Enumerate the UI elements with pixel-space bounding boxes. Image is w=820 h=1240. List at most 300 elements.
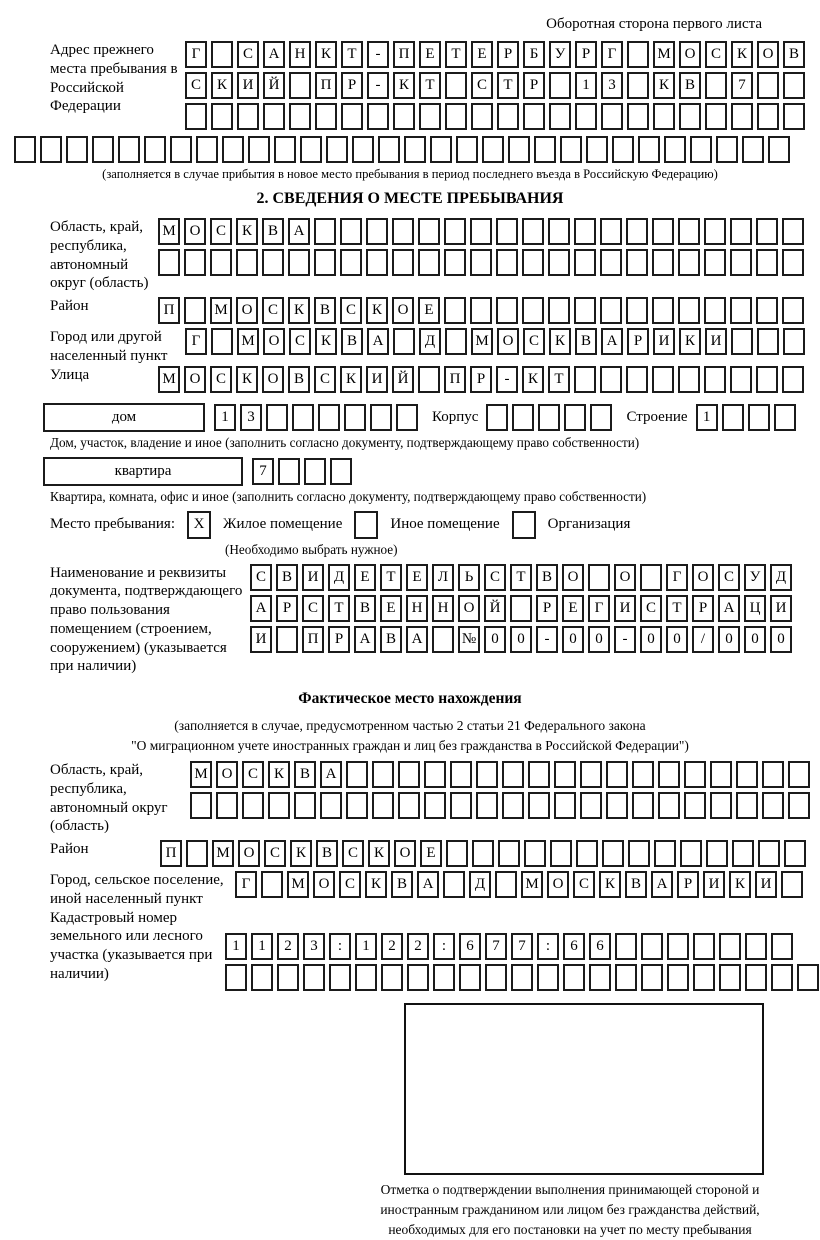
district-section xyxy=(10,297,810,328)
char-cell: Е xyxy=(418,297,440,324)
apartment-type-box: квартира xyxy=(43,457,243,486)
stay-type-organization-label: Организация xyxy=(547,516,631,532)
char-cell xyxy=(242,792,264,819)
stroenie-cells xyxy=(696,404,800,431)
char-cell xyxy=(736,761,758,788)
char-cell: 0 xyxy=(744,626,766,653)
char-cell: Т xyxy=(548,366,570,393)
section2-title: 2. СВЕДЕНИЯ О МЕСТЕ ПРЕБЫВАНИЯ xyxy=(256,190,564,207)
korpus-cells xyxy=(486,404,616,431)
char-cell xyxy=(392,218,414,245)
char-cell: С xyxy=(185,72,207,99)
region-line-1 xyxy=(158,218,810,245)
fact-district-line xyxy=(160,840,810,867)
char-cell xyxy=(762,792,784,819)
prev-address-line-4 xyxy=(10,136,810,163)
stay-type-label: Место пребывания: xyxy=(50,516,175,532)
char-cell: Ь xyxy=(458,564,480,591)
char-cell xyxy=(456,136,478,163)
char-cell: К xyxy=(288,297,310,324)
char-cell: В xyxy=(380,626,402,653)
char-cell xyxy=(276,626,298,653)
fact-city-label: Город, сельское поселение, иной населенный пункт xyxy=(50,872,224,907)
stay-type-residential-label: Жилое помещение xyxy=(223,516,343,532)
char-cell xyxy=(528,761,550,788)
stamp-area xyxy=(358,1003,782,1240)
city-line xyxy=(185,328,809,355)
char-cell xyxy=(346,761,368,788)
char-cell xyxy=(144,136,166,163)
char-cell: О xyxy=(679,41,701,68)
char-cell xyxy=(690,136,712,163)
stroenie-label: Строение xyxy=(626,408,688,425)
char-cell xyxy=(341,103,363,130)
char-cell: В xyxy=(262,218,284,245)
char-cell xyxy=(315,103,337,130)
char-cell xyxy=(745,964,767,991)
char-cell xyxy=(355,964,377,991)
char-cell xyxy=(627,103,649,130)
char-cell xyxy=(314,249,336,276)
char-cell xyxy=(381,964,403,991)
char-cell: Т xyxy=(328,595,350,622)
char-cell xyxy=(340,249,362,276)
char-cell: 0 xyxy=(770,626,792,653)
char-cell xyxy=(783,103,805,130)
char-cell: Е xyxy=(471,41,493,68)
char-cell: 3 xyxy=(240,404,262,431)
char-cell xyxy=(756,366,778,393)
char-cell: Р xyxy=(497,41,519,68)
char-cell xyxy=(600,297,622,324)
char-cell: И xyxy=(250,626,272,653)
region-section xyxy=(10,218,810,293)
char-cell xyxy=(719,933,741,960)
char-cell xyxy=(289,72,311,99)
char-cell xyxy=(528,792,550,819)
char-cell: Т xyxy=(497,72,519,99)
char-cell xyxy=(710,761,732,788)
char-cell xyxy=(482,136,504,163)
char-cell xyxy=(418,218,440,245)
fact-region-section xyxy=(10,761,810,836)
char-cell xyxy=(771,964,793,991)
char-cell: П xyxy=(302,626,324,653)
char-cell xyxy=(652,249,674,276)
stay-type-other-checkbox xyxy=(354,511,378,539)
char-cell: К xyxy=(315,328,337,355)
char-cell: В xyxy=(341,328,363,355)
char-cell xyxy=(684,792,706,819)
char-cell xyxy=(251,964,273,991)
char-cell: П xyxy=(444,366,466,393)
apartment-note: Квартира, комната, офис и иное (заполнить согласно документу, подтверждающему право собственности) xyxy=(50,488,647,504)
char-cell: С xyxy=(314,366,336,393)
char-cell: Е xyxy=(562,595,584,622)
char-cell: Р xyxy=(470,366,492,393)
char-cell: Й xyxy=(263,72,285,99)
char-cell xyxy=(678,366,700,393)
char-cell: С xyxy=(340,297,362,324)
char-cell: И xyxy=(302,564,324,591)
char-cell: А xyxy=(367,328,389,355)
char-cell xyxy=(719,964,741,991)
char-cell: 0 xyxy=(718,626,740,653)
char-cell xyxy=(326,136,348,163)
char-cell: П xyxy=(393,41,415,68)
char-cell xyxy=(784,840,806,867)
char-cell: А xyxy=(651,871,673,898)
char-cell: 1 xyxy=(575,72,597,99)
char-cell xyxy=(560,136,582,163)
fact-city-section xyxy=(10,871,810,909)
char-cell: О xyxy=(614,564,636,591)
char-cell xyxy=(318,404,340,431)
page-side-note: Оборотная сторона первого листа xyxy=(546,16,762,32)
char-cell xyxy=(248,136,270,163)
fact-city-line xyxy=(235,871,807,898)
char-cell xyxy=(14,136,36,163)
fact-region-label: Область, край, республика, автономный округ (область) xyxy=(50,762,168,835)
char-cell xyxy=(443,871,465,898)
actual-location-note-1: (заполняется в случае, предусмотренном частью 2 статьи 21 Федерального закона xyxy=(174,718,646,733)
char-cell: Т xyxy=(510,564,532,591)
char-cell: М xyxy=(471,328,493,355)
char-cell xyxy=(548,218,570,245)
char-cell: 2 xyxy=(407,933,429,960)
char-cell xyxy=(184,297,206,324)
char-cell: Р xyxy=(276,595,298,622)
char-cell xyxy=(404,136,426,163)
char-cell: С xyxy=(262,297,284,324)
char-cell xyxy=(626,297,648,324)
char-cell xyxy=(704,366,726,393)
char-cell xyxy=(190,792,212,819)
char-cell: К xyxy=(365,871,387,898)
house-number-cells xyxy=(214,404,422,431)
char-cell: - xyxy=(614,626,636,653)
char-cell xyxy=(196,136,218,163)
char-cell xyxy=(40,136,62,163)
char-cell xyxy=(432,626,454,653)
char-cell xyxy=(783,72,805,99)
char-cell: С xyxy=(705,41,727,68)
city-label: Город или другой населенный пункт xyxy=(50,329,168,364)
char-cell: А xyxy=(718,595,740,622)
char-cell: Р xyxy=(575,41,597,68)
char-cell: К xyxy=(290,840,312,867)
char-cell xyxy=(523,103,545,130)
char-cell xyxy=(418,249,440,276)
char-cell xyxy=(678,297,700,324)
char-cell: К xyxy=(679,328,701,355)
char-cell xyxy=(459,964,481,991)
char-cell xyxy=(407,964,429,991)
stay-type-other-label: Иное помещение xyxy=(390,516,500,532)
char-cell xyxy=(548,249,570,276)
char-cell xyxy=(641,933,663,960)
char-cell xyxy=(652,366,674,393)
char-cell: М xyxy=(158,218,180,245)
char-cell xyxy=(705,72,727,99)
char-cell xyxy=(574,218,596,245)
char-cell xyxy=(731,328,753,355)
char-cell: Н xyxy=(289,41,311,68)
char-cell xyxy=(684,761,706,788)
char-cell xyxy=(627,41,649,68)
char-cell: С xyxy=(210,366,232,393)
char-cell: С xyxy=(289,328,311,355)
char-cell xyxy=(782,218,804,245)
char-cell xyxy=(470,249,492,276)
char-cell: Г xyxy=(588,595,610,622)
char-cell: С xyxy=(210,218,232,245)
char-cell: В xyxy=(575,328,597,355)
char-cell: М xyxy=(521,871,543,898)
char-cell xyxy=(580,761,602,788)
char-cell xyxy=(419,103,441,130)
fact-region-line-2 xyxy=(190,792,814,819)
char-cell xyxy=(652,218,674,245)
apartment-section xyxy=(10,457,810,486)
char-cell xyxy=(606,761,628,788)
char-cell: К xyxy=(599,871,621,898)
char-cell xyxy=(222,136,244,163)
char-cell: 0 xyxy=(588,626,610,653)
char-cell xyxy=(534,136,556,163)
char-cell: Р xyxy=(627,328,649,355)
char-cell xyxy=(330,458,352,485)
char-cell xyxy=(549,72,571,99)
char-cell: А xyxy=(417,871,439,898)
char-cell xyxy=(667,933,689,960)
document-line-3 xyxy=(250,626,810,653)
prev-address-line-2 xyxy=(185,72,810,99)
char-cell: С xyxy=(339,871,361,898)
char-cell xyxy=(304,458,326,485)
char-cell xyxy=(742,136,764,163)
char-cell xyxy=(186,840,208,867)
char-cell xyxy=(704,249,726,276)
char-cell xyxy=(496,249,518,276)
char-cell xyxy=(392,249,414,276)
char-cell xyxy=(170,136,192,163)
actual-location-note-2: "О миграционном учете иностранных граждан и лиц без гражданства в Российской Федерации") xyxy=(131,737,689,753)
char-cell: Е xyxy=(420,840,442,867)
char-cell: 6 xyxy=(459,933,481,960)
char-cell: К xyxy=(731,41,753,68)
char-cell: 0 xyxy=(484,626,506,653)
char-cell: - xyxy=(367,72,389,99)
char-cell xyxy=(748,404,770,431)
char-cell xyxy=(472,840,494,867)
char-cell xyxy=(508,136,530,163)
char-cell xyxy=(538,404,560,431)
char-cell: М xyxy=(237,328,259,355)
char-cell: М xyxy=(212,840,234,867)
char-cell xyxy=(704,297,726,324)
char-cell: М xyxy=(158,366,180,393)
char-cell xyxy=(372,792,394,819)
house-note: Дом, участок, владение и иное (заполнить согласно документу, подтверждающему право собственности) xyxy=(50,434,640,450)
char-cell xyxy=(554,761,576,788)
char-cell: П xyxy=(158,297,180,324)
char-cell: И xyxy=(653,328,675,355)
char-cell xyxy=(329,964,351,991)
char-cell: 7 xyxy=(731,72,753,99)
char-cell xyxy=(445,103,467,130)
char-cell: О xyxy=(757,41,779,68)
fact-district-section xyxy=(10,840,810,871)
char-cell xyxy=(444,218,466,245)
char-cell: И xyxy=(705,328,727,355)
char-cell: : xyxy=(329,933,351,960)
char-cell xyxy=(704,218,726,245)
char-cell: У xyxy=(549,41,571,68)
char-cell xyxy=(756,297,778,324)
cadastral-line-2 xyxy=(225,964,820,991)
char-cell: - xyxy=(536,626,558,653)
char-cell: Л xyxy=(432,564,454,591)
char-cell: А xyxy=(354,626,376,653)
char-cell xyxy=(512,404,534,431)
char-cell xyxy=(393,328,415,355)
region-label: Область, край, республика, автономный округ (область) xyxy=(50,219,149,292)
char-cell: А xyxy=(250,595,272,622)
char-cell xyxy=(366,218,388,245)
char-cell: Д xyxy=(419,328,441,355)
char-cell xyxy=(782,297,804,324)
char-cell: В xyxy=(536,564,558,591)
char-cell xyxy=(496,218,518,245)
char-cell xyxy=(288,249,310,276)
char-cell: В xyxy=(294,761,316,788)
char-cell xyxy=(433,964,455,991)
char-cell xyxy=(522,297,544,324)
char-cell xyxy=(638,136,660,163)
char-cell xyxy=(450,761,472,788)
char-cell: 6 xyxy=(563,933,585,960)
street-line xyxy=(158,366,808,393)
char-cell xyxy=(757,103,779,130)
char-cell xyxy=(722,404,744,431)
char-cell: 2 xyxy=(277,933,299,960)
stay-type-residential-checkbox: X xyxy=(187,511,211,539)
char-cell: Т xyxy=(341,41,363,68)
char-cell: И xyxy=(770,595,792,622)
char-cell: О xyxy=(562,564,584,591)
char-cell: К xyxy=(653,72,675,99)
char-cell xyxy=(496,297,518,324)
char-cell: М xyxy=(190,761,212,788)
char-cell xyxy=(640,564,662,591)
char-cell xyxy=(450,792,472,819)
char-cell: О xyxy=(236,297,258,324)
document-label: Наименование и реквизиты документа, подтверждающего право пользования помещением (строением, сооружением) (указывается при наличии) xyxy=(50,564,243,675)
house-type-box: дом xyxy=(43,403,205,432)
char-cell xyxy=(118,136,140,163)
char-cell xyxy=(418,366,440,393)
char-cell: В xyxy=(314,297,336,324)
prev-address-section xyxy=(10,41,810,134)
char-cell: / xyxy=(692,626,714,653)
char-cell: 6 xyxy=(589,933,611,960)
char-cell xyxy=(497,103,519,130)
char-cell xyxy=(266,404,288,431)
char-cell xyxy=(524,840,546,867)
char-cell xyxy=(445,328,467,355)
char-cell xyxy=(628,840,650,867)
char-cell: Р xyxy=(536,595,558,622)
char-cell xyxy=(600,249,622,276)
char-cell: Н xyxy=(432,595,454,622)
char-cell: Т xyxy=(380,564,402,591)
char-cell: О xyxy=(692,564,714,591)
char-cell: В xyxy=(783,41,805,68)
char-cell xyxy=(626,218,648,245)
char-cell: М xyxy=(653,41,675,68)
char-cell: К xyxy=(268,761,290,788)
char-cell: Р xyxy=(341,72,363,99)
fact-region-line-1 xyxy=(190,761,814,788)
prev-address-note: (заполняется в случае прибытия в новое место пребывания в период последнего въезда в Российскую Федерацию) xyxy=(102,167,718,181)
char-cell xyxy=(261,871,283,898)
char-cell xyxy=(314,218,336,245)
char-cell xyxy=(600,218,622,245)
char-cell xyxy=(292,404,314,431)
char-cell: Т xyxy=(445,41,467,68)
char-cell: В xyxy=(679,72,701,99)
apartment-number-cells xyxy=(252,458,356,485)
char-cell xyxy=(626,249,648,276)
char-cell xyxy=(537,964,559,991)
char-cell xyxy=(563,964,585,991)
char-cell xyxy=(590,404,612,431)
char-cell xyxy=(268,792,290,819)
char-cell: С xyxy=(302,595,324,622)
char-cell xyxy=(398,761,420,788)
confirmation-stamp-box xyxy=(404,1003,764,1175)
prev-address-cells xyxy=(185,41,810,134)
char-cell: 1 xyxy=(251,933,273,960)
char-cell xyxy=(788,792,810,819)
char-cell xyxy=(601,103,623,130)
char-cell xyxy=(667,964,689,991)
char-cell xyxy=(445,72,467,99)
region-line-2 xyxy=(158,249,810,276)
char-cell xyxy=(446,840,468,867)
char-cell xyxy=(237,103,259,130)
char-cell xyxy=(574,297,596,324)
stay-type-organization-checkbox xyxy=(512,511,536,539)
char-cell xyxy=(278,458,300,485)
char-cell: К xyxy=(368,840,390,867)
char-cell: П xyxy=(160,840,182,867)
char-cell xyxy=(277,964,299,991)
char-cell: 1 xyxy=(696,404,718,431)
char-cell xyxy=(730,297,752,324)
char-cell: 0 xyxy=(562,626,584,653)
char-cell xyxy=(303,964,325,991)
char-cell xyxy=(716,136,738,163)
char-cell: К xyxy=(366,297,388,324)
char-cell xyxy=(745,933,767,960)
char-cell: О xyxy=(458,595,480,622)
char-cell xyxy=(548,297,570,324)
char-cell: О xyxy=(497,328,519,355)
char-cell xyxy=(652,297,674,324)
char-cell: В xyxy=(316,840,338,867)
